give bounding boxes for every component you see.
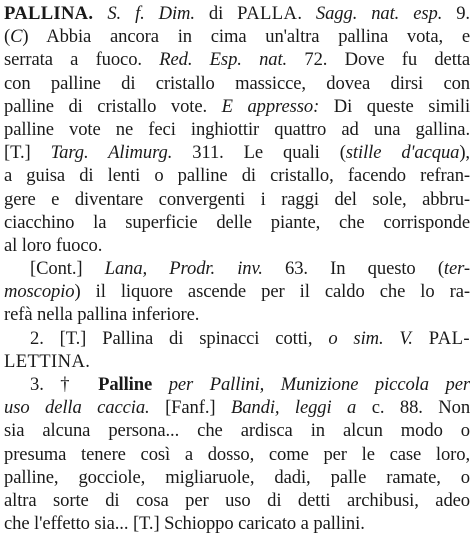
text-run: 3. † <box>30 374 99 395</box>
text-run: di <box>194 3 238 24</box>
text-run: 311. Le quali ( <box>172 142 346 164</box>
text-run: [Cont.] <box>30 258 105 280</box>
text-line <box>4 25 470 48</box>
text-line <box>4 188 470 211</box>
text-run: refà nella pallina inferiore. <box>4 304 200 326</box>
text-line <box>4 234 470 257</box>
text-line <box>4 489 470 512</box>
text-line <box>4 350 470 373</box>
text-line <box>4 95 470 118</box>
dictionary-entry <box>4 2 470 535</box>
text-line <box>4 257 470 280</box>
formatted-run: Targ. Alimurg. <box>50 142 173 164</box>
text-run: serrata a fuoco. <box>4 49 160 71</box>
formatted-run: ter- <box>443 258 470 280</box>
text-line <box>4 512 470 535</box>
formatted-run: PALLA <box>237 3 298 24</box>
text-run: ) il liquore ascende per il caldo che lo ra- <box>74 281 470 303</box>
text-run: che l'effetto sia... [T.] Schioppo caricato a pallini. <box>4 513 365 535</box>
text-line <box>4 164 470 187</box>
text-line <box>4 327 470 350</box>
text-run: palline di cristallo vote. <box>4 95 222 117</box>
text-line <box>4 141 470 164</box>
text-run: palline, gocciole, migliaruole, dadi, palle ramate, o <box>4 466 470 488</box>
formatted-run: C <box>10 26 23 48</box>
formatted-run: PALLINA. <box>4 3 94 24</box>
text-run <box>93 3 107 24</box>
formatted-run: uso della caccia. <box>4 397 150 419</box>
text-run: ( <box>4 26 11 48</box>
text-line <box>4 280 470 303</box>
text-run: con palline di cristallo massicce, dovea dirsi con <box>4 72 470 94</box>
formatted-run: E appresso: <box>221 95 320 117</box>
text-run: altra sorte di cosa per uso di detti archibusi, adeo <box>4 489 470 511</box>
formatted-run: LETTINA <box>4 350 86 372</box>
text-line <box>4 466 470 489</box>
formatted-run: S. f. Dim. <box>107 3 195 24</box>
formatted-run: Palline <box>98 374 153 395</box>
text-run: . <box>297 3 316 24</box>
text-run: 2. [T.] Pallina di spinacci cotti, <box>30 327 329 349</box>
text-run: [T.] <box>4 142 51 164</box>
text-line <box>4 303 470 326</box>
text-run: c. 88. Non <box>356 397 470 419</box>
formatted-run: Lana, Prodr. inv. <box>104 258 263 280</box>
formatted-run: Red. Esp. nat. <box>159 49 288 71</box>
text-run: Di queste simili <box>319 95 470 117</box>
text-line <box>4 72 470 95</box>
text-run: [Fanf.] <box>149 397 231 419</box>
text-line <box>4 211 470 234</box>
text-run <box>413 328 429 349</box>
formatted-run: stille d'acqua <box>345 142 460 164</box>
text-run: ), <box>459 142 470 164</box>
formatted-run: Bandi, leggi a <box>230 397 357 419</box>
text-run <box>152 374 169 395</box>
text-run: ciacchino la superficie delle piante, che corrisponde <box>4 211 470 233</box>
text-run: al loro fuoco. <box>4 234 103 256</box>
text-run: 9. <box>442 3 470 24</box>
text-run: . <box>85 350 90 372</box>
text-line <box>4 443 470 466</box>
text-run: palline vote ne feci inghiottir quattro ad una gallina. <box>4 118 470 140</box>
text-line <box>4 118 470 141</box>
text-run: sia alcuna persona... che ardisca in alcun modo o <box>4 420 470 442</box>
text-run: presuma tenere così a dosso, come per le case loro, <box>4 443 470 465</box>
formatted-run: per Pallini, Munizione piccola per <box>168 374 470 395</box>
formatted-run: PAL- <box>428 327 470 349</box>
formatted-run: Sagg. nat. esp. <box>315 3 443 24</box>
text-line <box>4 396 470 419</box>
text-run: a guisa di lenti o palline di cristallo, facendo refran- <box>4 165 470 187</box>
text-line <box>4 2 470 25</box>
text-run: gere e diventare convergenti i raggi del sole, abbru- <box>4 188 470 210</box>
text-run: 72. Dove fu detta <box>287 49 470 71</box>
text-line <box>4 373 470 396</box>
formatted-run: o sim. V. <box>328 327 413 349</box>
formatted-run: moscopio <box>4 281 75 303</box>
text-run: ) Abbia ancora in cima un'altra pallina vota, e <box>22 26 470 48</box>
text-run: 63. In questo ( <box>262 258 444 280</box>
text-line <box>4 48 470 71</box>
text-line <box>4 419 470 442</box>
